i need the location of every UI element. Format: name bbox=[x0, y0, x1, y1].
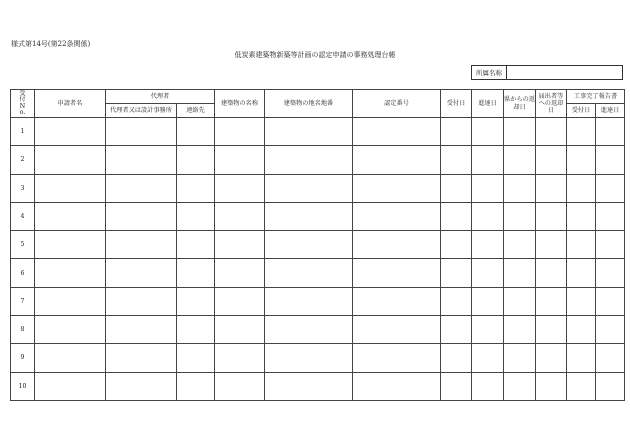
cell-applicant[interactable] bbox=[35, 372, 106, 400]
cell-completion-delivery[interactable] bbox=[596, 231, 625, 259]
cell-applicant[interactable] bbox=[35, 231, 106, 259]
cell-received-date[interactable] bbox=[441, 146, 472, 174]
cell-building-name[interactable] bbox=[215, 372, 265, 400]
cell-agent-contact[interactable] bbox=[177, 231, 215, 259]
header-completion-received: 受付日 bbox=[567, 104, 596, 118]
header-completion-delivery: 進達日 bbox=[596, 104, 625, 118]
header-reception-no: 受付No. bbox=[11, 90, 35, 118]
cell-building-location[interactable] bbox=[265, 259, 353, 287]
cell-building-name[interactable] bbox=[215, 287, 265, 315]
cell-prefecture-return[interactable] bbox=[504, 287, 536, 315]
cell-notifier-return[interactable] bbox=[536, 344, 567, 372]
cell-cert-no[interactable] bbox=[353, 174, 441, 202]
cell-completion-delivery[interactable] bbox=[596, 146, 625, 174]
cell-prefecture-return[interactable] bbox=[504, 231, 536, 259]
cell-delivery-date[interactable] bbox=[472, 259, 504, 287]
cell-received-date[interactable] bbox=[441, 287, 472, 315]
cell-completion-delivery[interactable] bbox=[596, 372, 625, 400]
cell-agent-name[interactable] bbox=[106, 287, 177, 315]
cell-completion-delivery[interactable] bbox=[596, 259, 625, 287]
cell-applicant[interactable] bbox=[35, 174, 106, 202]
cell-agent-contact[interactable] bbox=[177, 118, 215, 146]
cell-agent-name[interactable] bbox=[106, 174, 177, 202]
cell-building-location[interactable] bbox=[265, 174, 353, 202]
cell-cert-no[interactable] bbox=[353, 118, 441, 146]
cell-agent-contact[interactable] bbox=[177, 344, 215, 372]
cell-agent-name[interactable] bbox=[106, 202, 177, 230]
cell-notifier-return[interactable] bbox=[536, 202, 567, 230]
header-agent-contact: 連絡先 bbox=[177, 104, 215, 118]
table-row bbox=[11, 146, 625, 174]
cell-completion-delivery[interactable] bbox=[596, 344, 625, 372]
cell-agent-contact[interactable] bbox=[177, 202, 215, 230]
header-prefecture-return: 県からの返却日 bbox=[504, 90, 536, 118]
row-number: 9 bbox=[11, 344, 35, 372]
row-number: 2 bbox=[11, 146, 35, 174]
cell-cert-no[interactable] bbox=[353, 287, 441, 315]
cell-building-name[interactable] bbox=[215, 174, 265, 202]
table-row bbox=[11, 174, 625, 202]
cell-cert-no[interactable] bbox=[353, 231, 441, 259]
cell-completion-received[interactable] bbox=[567, 202, 596, 230]
cell-cert-no[interactable] bbox=[353, 146, 441, 174]
office-name-box bbox=[471, 65, 623, 80]
header-cert-no: 認定番号 bbox=[353, 90, 441, 118]
cell-building-location[interactable] bbox=[265, 202, 353, 230]
cell-completion-delivery[interactable] bbox=[596, 202, 625, 230]
cell-notifier-return[interactable] bbox=[536, 316, 567, 344]
cell-building-name[interactable] bbox=[215, 202, 265, 230]
cell-notifier-return[interactable] bbox=[536, 287, 567, 315]
cell-completion-received[interactable] bbox=[567, 287, 596, 315]
cell-cert-no[interactable] bbox=[353, 202, 441, 230]
cell-completion-received[interactable] bbox=[567, 259, 596, 287]
cell-completion-received[interactable] bbox=[567, 344, 596, 372]
cell-building-name[interactable] bbox=[215, 316, 265, 344]
cell-delivery-date[interactable] bbox=[472, 146, 504, 174]
cell-applicant[interactable] bbox=[35, 344, 106, 372]
cell-completion-received[interactable] bbox=[567, 231, 596, 259]
cell-notifier-return[interactable] bbox=[536, 146, 567, 174]
cell-agent-contact[interactable] bbox=[177, 316, 215, 344]
cell-building-location[interactable] bbox=[265, 146, 353, 174]
cell-agent-name[interactable] bbox=[106, 146, 177, 174]
cell-delivery-date[interactable] bbox=[472, 231, 504, 259]
cell-building-location[interactable] bbox=[265, 118, 353, 146]
header-delivery-date: 進達日 bbox=[472, 90, 504, 118]
row-number: 3 bbox=[11, 174, 35, 202]
cell-notifier-return[interactable] bbox=[536, 259, 567, 287]
header-building-name: 建築物の名称 bbox=[215, 90, 265, 118]
cell-building-name[interactable] bbox=[215, 146, 265, 174]
cell-cert-no[interactable] bbox=[353, 372, 441, 400]
office-name-label: 所属名称 bbox=[472, 66, 507, 79]
cell-applicant[interactable] bbox=[35, 259, 106, 287]
cell-building-name[interactable] bbox=[215, 344, 265, 372]
cell-agent-name[interactable] bbox=[106, 316, 177, 344]
row-number: 6 bbox=[11, 259, 35, 287]
cell-agent-contact[interactable] bbox=[177, 174, 215, 202]
cell-prefecture-return[interactable] bbox=[504, 118, 536, 146]
header-building-location: 建築物の地名地番 bbox=[265, 90, 353, 118]
cell-notifier-return[interactable] bbox=[536, 372, 567, 400]
cell-agent-contact[interactable] bbox=[177, 372, 215, 400]
cell-received-date[interactable] bbox=[441, 259, 472, 287]
cell-prefecture-return[interactable] bbox=[504, 202, 536, 230]
table-row bbox=[11, 259, 625, 287]
cell-building-name[interactable] bbox=[215, 231, 265, 259]
cell-completion-received[interactable] bbox=[567, 316, 596, 344]
cell-agent-name[interactable] bbox=[106, 231, 177, 259]
cell-cert-no[interactable] bbox=[353, 259, 441, 287]
row-number: 8 bbox=[11, 316, 35, 344]
document-title: 低炭素建築物新築等計画の認定申請の事務処理台帳 bbox=[234, 51, 396, 59]
cell-agent-name[interactable] bbox=[106, 344, 177, 372]
cell-applicant[interactable] bbox=[35, 118, 106, 146]
cell-applicant[interactable] bbox=[35, 202, 106, 230]
table-row bbox=[11, 372, 625, 400]
row-number: 4 bbox=[11, 202, 35, 230]
cell-completion-received[interactable] bbox=[567, 174, 596, 202]
cell-completion-received[interactable] bbox=[567, 118, 596, 146]
cell-building-name[interactable] bbox=[215, 259, 265, 287]
cell-prefecture-return[interactable] bbox=[504, 316, 536, 344]
cell-delivery-date[interactable] bbox=[472, 174, 504, 202]
table-row bbox=[11, 316, 625, 344]
header-completion-group: 工事完了報告書 bbox=[567, 90, 625, 104]
table-row bbox=[11, 118, 625, 146]
cell-prefecture-return[interactable] bbox=[504, 174, 536, 202]
cell-notifier-return[interactable] bbox=[536, 231, 567, 259]
cell-completion-delivery[interactable] bbox=[596, 118, 625, 146]
row-number: 10 bbox=[11, 372, 35, 400]
table-row bbox=[11, 231, 625, 259]
cell-agent-name[interactable] bbox=[106, 372, 177, 400]
cell-prefecture-return[interactable] bbox=[504, 372, 536, 400]
cell-building-location[interactable] bbox=[265, 231, 353, 259]
cell-agent-contact[interactable] bbox=[177, 287, 215, 315]
table-row bbox=[11, 202, 625, 230]
cell-agent-contact[interactable] bbox=[177, 146, 215, 174]
row-number: 1 bbox=[11, 118, 35, 146]
cell-received-date[interactable] bbox=[441, 174, 472, 202]
row-number: 7 bbox=[11, 287, 35, 315]
row-number: 5 bbox=[11, 231, 35, 259]
cell-received-date[interactable] bbox=[441, 344, 472, 372]
cell-delivery-date[interactable] bbox=[472, 316, 504, 344]
cell-building-location[interactable] bbox=[265, 316, 353, 344]
cell-agent-name[interactable] bbox=[106, 259, 177, 287]
cell-building-location[interactable] bbox=[265, 287, 353, 315]
table-row bbox=[11, 344, 625, 372]
office-name-value[interactable] bbox=[507, 66, 622, 79]
cell-received-date[interactable] bbox=[441, 231, 472, 259]
cell-received-date[interactable] bbox=[441, 202, 472, 230]
cell-applicant[interactable] bbox=[35, 316, 106, 344]
cell-delivery-date[interactable] bbox=[472, 202, 504, 230]
table-row bbox=[11, 287, 625, 315]
ledger-body bbox=[11, 118, 625, 401]
cell-prefecture-return[interactable] bbox=[504, 344, 536, 372]
cell-cert-no[interactable] bbox=[353, 316, 441, 344]
cell-delivery-date[interactable] bbox=[472, 344, 504, 372]
cell-agent-name[interactable] bbox=[106, 118, 177, 146]
cell-applicant[interactable] bbox=[35, 146, 106, 174]
cell-completion-delivery[interactable] bbox=[596, 287, 625, 315]
header-agent-name: 代理者又は設計事務所 bbox=[106, 104, 177, 118]
cell-completion-delivery[interactable] bbox=[596, 174, 625, 202]
cell-completion-received[interactable] bbox=[567, 372, 596, 400]
header-notifier-return: 届出者等への返却日 bbox=[536, 90, 567, 118]
cell-delivery-date[interactable] bbox=[472, 287, 504, 315]
cell-received-date[interactable] bbox=[441, 372, 472, 400]
ledger-table bbox=[10, 89, 625, 401]
cell-prefecture-return[interactable] bbox=[504, 259, 536, 287]
cell-notifier-return[interactable] bbox=[536, 174, 567, 202]
header-agent-group: 代理者 bbox=[106, 90, 215, 104]
cell-notifier-return[interactable] bbox=[536, 118, 567, 146]
cell-completion-received[interactable] bbox=[567, 146, 596, 174]
cell-completion-delivery[interactable] bbox=[596, 316, 625, 344]
cell-applicant[interactable] bbox=[35, 287, 106, 315]
cell-received-date[interactable] bbox=[441, 316, 472, 344]
cell-building-name[interactable] bbox=[215, 118, 265, 146]
cell-building-location[interactable] bbox=[265, 372, 353, 400]
header-received-date: 受付日 bbox=[441, 90, 472, 118]
cell-building-location[interactable] bbox=[265, 344, 353, 372]
cell-delivery-date[interactable] bbox=[472, 372, 504, 400]
cell-agent-contact[interactable] bbox=[177, 259, 215, 287]
cell-received-date[interactable] bbox=[441, 118, 472, 146]
cell-delivery-date[interactable] bbox=[472, 118, 504, 146]
cell-cert-no[interactable] bbox=[353, 344, 441, 372]
form-number: 様式第14号(第22条関係) bbox=[11, 40, 91, 48]
header-applicant: 申請者名 bbox=[35, 90, 106, 118]
cell-prefecture-return[interactable] bbox=[504, 146, 536, 174]
